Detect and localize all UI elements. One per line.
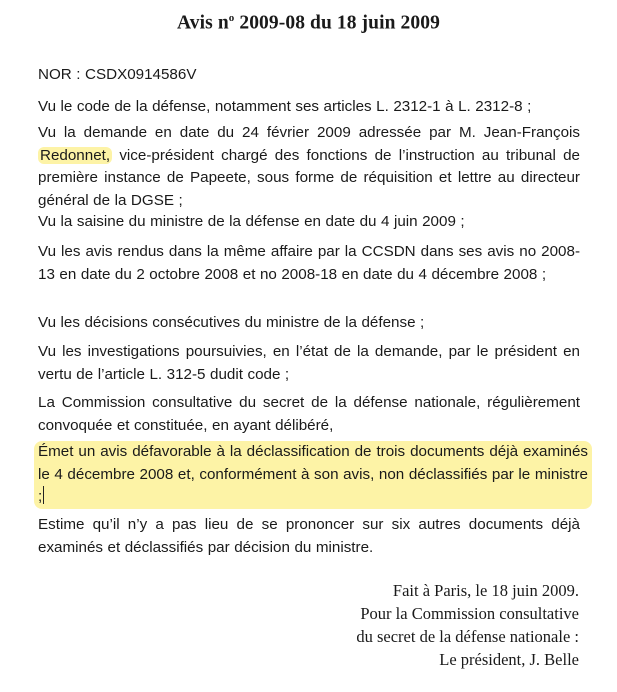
demande-text-before: Vu la demande en date du 24 février 2009 adressée par M. Jean-François	[38, 124, 580, 141]
paragraph-saisine: Vu la saisine du ministre de la défense en date du 4 juin 2009 ;	[38, 213, 465, 230]
paragraph-code-defense: Vu le code de la défense, notamment ses articles L. 2312-1 à L. 2312-8 ;	[38, 98, 532, 115]
highlighted-name: Redonnet,	[40, 146, 111, 164]
paragraph-demande	[38, 122, 580, 212]
signature-line-president: Le président, J. Belle	[439, 650, 579, 669]
emet-text: Émet un avis défavorable à la déclassification de trois documents déjà examinés le 4 décembre 2008 et, conformément à son avis, non déclassifiés par le ministre ;	[38, 443, 588, 505]
title-prefix: Avis n	[177, 12, 229, 34]
paragraph-investigations: Vu les investigations poursuivies, en l’état de la demande, par le président en vertu de l’article L. 312-5 dudit code ;	[38, 343, 580, 383]
demande-text-after: vice-président chargé des fonctions de l’instruction au tribunal de première instance de Papeete, sous forme de réquisition et lettre au directeur général de la DGSE ;	[38, 146, 580, 209]
paragraph-estime: Estime qu’il n’y a pas lieu de se prononcer sur six autres documents déjà examinés et déclassifiés par décision du ministre.	[38, 516, 580, 556]
title-rest: 2009-08 du 18 juin 2009	[234, 12, 440, 34]
signature-line-date: Fait à Paris, le 18 juin 2009.	[392, 581, 579, 600]
nor-reference: NOR : CSDX0914586V	[38, 66, 197, 83]
page-title	[0, 12, 617, 35]
signature-line-commission: Pour la Commission consultative	[360, 604, 579, 623]
highlighted-paragraph-emet	[34, 441, 592, 509]
paragraph-commission: La Commission consultative du secret de la défense nationale, régulièrement convoquée et constituée, en ayant délibéré,	[38, 394, 580, 434]
paragraph-avis-rendus: Vu les avis rendus dans la même affaire par la CCSDN dans ses avis no 2008-13 en date du 2 octobre 2008 et no 2008-18 en date du 4 décembre 2008 ;	[38, 243, 580, 283]
title-superscript: o	[228, 12, 235, 24]
text-cursor	[43, 486, 44, 504]
paragraph-decisions: Vu les décisions consécutives du ministre de la défense ;	[38, 314, 425, 331]
signature-line-secret: du secret de la défense nationale :	[356, 627, 579, 646]
